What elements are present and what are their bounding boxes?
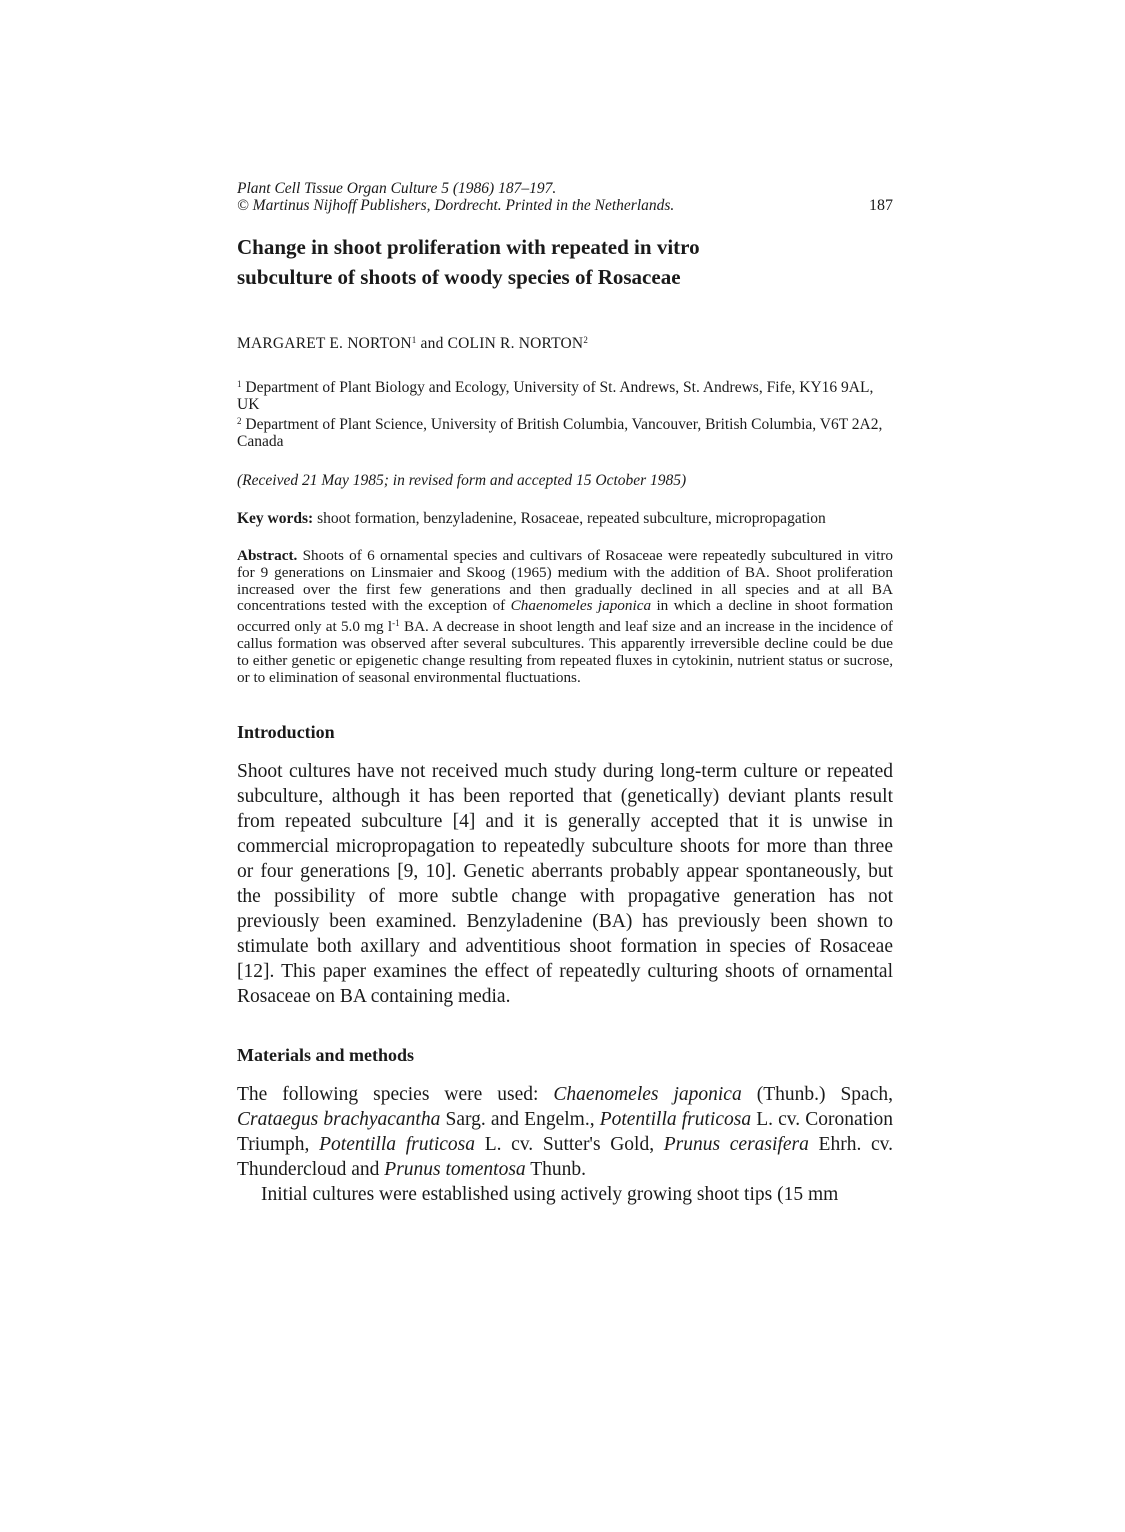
introduction-body xyxy=(237,759,893,1009)
section-heading-methods: Materials and methods xyxy=(237,1045,414,1066)
species-name: Potentilla fruticosa xyxy=(599,1109,752,1131)
keywords-label: Key words: xyxy=(237,510,314,527)
species-name: Chaenomeles japonica xyxy=(510,597,652,615)
text-run: Sarg. and Engelm., xyxy=(440,1109,600,1131)
author-name: MARGARET E. NORTON xyxy=(237,335,412,352)
species-name: Prunus tomentosa xyxy=(384,1159,526,1181)
text-run: The following species were used: xyxy=(237,1084,554,1106)
abstract-label: Abstract. xyxy=(237,547,298,564)
affiliations xyxy=(237,376,893,450)
methods-body xyxy=(237,1082,893,1207)
affiliation-text: Department of Plant Science, University of British Columbia, Vancouver, British Columbia, V6T 2A2, Canada xyxy=(237,416,883,450)
title-line-1: Change in shoot proliferation with repeated in vitro xyxy=(237,235,700,259)
text-run: Thunb. xyxy=(525,1159,586,1181)
author-connector: and xyxy=(416,335,448,352)
affiliation xyxy=(237,413,893,450)
keywords-text: shoot formation, benzyladenine, Rosaceae, repeated subculture, micropropagation xyxy=(313,510,826,527)
species-name: Prunus cerasifera xyxy=(663,1134,809,1156)
paper-page xyxy=(237,180,893,1207)
paragraph: Initial cultures were established using actively growing shoot tips (15 mm xyxy=(261,1184,839,1206)
species-name: Potentilla fruticosa xyxy=(319,1134,476,1156)
text-run: Ehrh. cv. Thundercloud and xyxy=(237,1134,894,1181)
keywords xyxy=(237,510,893,528)
paragraph xyxy=(237,1082,893,1182)
abstract xyxy=(237,548,893,686)
affiliation-marker: 1 xyxy=(237,379,242,389)
abstract-text: Shoots of 6 ornamental species and cultivars of Rosaceae were repeatedly subcultured in vitro for 9 generations on Linsmaier and Skoog (1965) medium with the addition of BA. Shoot proliferation increased over the first few generations and then gradually declined in all species and at all BA concentrations tested with the exception of xyxy=(237,547,893,615)
affiliation-marker: 2 xyxy=(583,335,589,345)
text-run: L. cv. Sutter's Gold, xyxy=(475,1134,664,1156)
species-name: Chaenomeles japonica xyxy=(553,1084,742,1106)
text-run: L. cv. Coronation Triumph, xyxy=(237,1109,893,1156)
paper-title xyxy=(237,232,893,292)
abstract-text: BA. A decrease in shoot length and leaf size and an increase in the incidence of callus formation was observed after several subcultures. This apparently irreversible decline could be due to either genetic or epigenetic change resulting from repeated fluxes in cytokinin, nutrient status or sucrose, or to elimination of seasonal environmental fluctuations. xyxy=(237,618,893,686)
affiliation-marker: 1 xyxy=(411,335,417,345)
affiliation xyxy=(237,376,893,413)
species-name: Crataegus brachyacantha xyxy=(237,1109,441,1131)
publisher-line: © Martinus Nijhoff Publishers, Dordrecht. Printed in the Netherlands. xyxy=(237,197,675,214)
journal-header xyxy=(237,180,893,214)
journal-citation: Plant Cell Tissue Organ Culture 5 (1986) 187–197. xyxy=(237,180,557,197)
page-number: 187 xyxy=(869,197,893,214)
paragraph: Shoot cultures have not received much study during long-term culture or repeated subculture, although it has been reported that (genetically) deviant plants result from repeated subculture [4] and it is generally accepted that it is unwise in commercial micropropagation to repeatedly subculture shoots for more than three or four generations [9, 10]. Genetic aberrants probably appear spontaneously, but the possibility of more subtle change with propagative generation has not previously been examined. Benzyladenine (BA) has previously been shown to stimulate both axillary and adventitious shoot formation in species of Rosaceae [12]. This paper examines the effect of repeatedly culturing shoots of ornamental Rosaceae on BA containing media. xyxy=(237,761,893,1008)
abstract-text: in which a decline in shoot formation occurred only at 5.0 mg l xyxy=(237,597,894,636)
text-run: (Thunb.) Spach, xyxy=(741,1084,893,1106)
section-heading-introduction: Introduction xyxy=(237,722,335,743)
affiliation-text: Department of Plant Biology and Ecology, University of St. Andrews, St. Andrews, Fife, KY16 9AL, UK xyxy=(237,379,874,413)
title-line-2: subculture of shoots of woody species of Rosaceae xyxy=(237,265,681,289)
author-name: COLIN R. NORTON xyxy=(447,335,584,352)
author-list xyxy=(237,335,893,353)
unit-superscript: -1 xyxy=(392,618,400,629)
affiliation-marker: 2 xyxy=(237,416,242,426)
received-dates: (Received 21 May 1985; in revised form and accepted 15 October 1985) xyxy=(237,472,687,489)
